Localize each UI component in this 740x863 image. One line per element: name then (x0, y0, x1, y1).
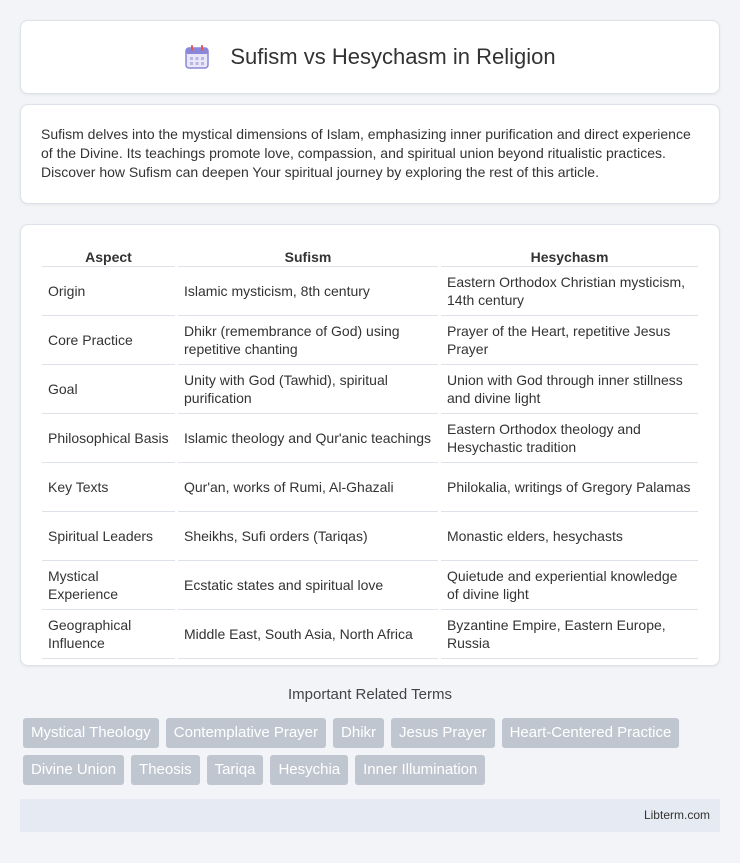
tag-jesus-prayer[interactable]: Jesus Prayer (391, 718, 495, 748)
intro-text: Sufism delves into the mystical dimensions of Islam, emphasizing inner purification and direct experience of the Divine. Its teachings promote love, compassion, and spiritual union beyond ritualistic practices. Discover how Sufism can deepen Your spiritual journey by exploring the rest of this article. (41, 126, 691, 180)
cell-hesychasm: Eastern Orthodox Christian mysticism, 14th century (441, 267, 698, 316)
cell-hesychasm: Philokalia, writings of Gregory Palamas (441, 463, 698, 512)
tag-divine-union[interactable]: Divine Union (23, 755, 124, 785)
related-terms-heading: Important Related Terms (288, 686, 452, 703)
related-terms-list (23, 718, 723, 785)
table-row (42, 561, 698, 610)
tag-mystical-theology[interactable]: Mystical Theology (23, 718, 159, 748)
table-row (42, 267, 698, 316)
cell-aspect: Core Practice (42, 316, 175, 365)
cell-hesychasm: Byzantine Empire, Eastern Europe, Russia (441, 610, 698, 659)
comparison-table-card (20, 224, 720, 666)
comparison-table (39, 245, 701, 659)
cell-aspect: Mystical Experience (42, 561, 175, 610)
table-row (42, 610, 698, 659)
cell-sufism: Qur'an, works of Rumi, Al-Ghazali (178, 463, 438, 512)
cell-aspect: Spiritual Leaders (42, 512, 175, 561)
cell-sufism: Middle East, South Asia, North Africa (178, 610, 438, 659)
tag-theosis[interactable]: Theosis (131, 755, 200, 785)
footer (20, 799, 720, 832)
tag-dhikr[interactable]: Dhikr (333, 718, 384, 748)
cell-aspect: Philosophical Basis (42, 414, 175, 463)
header-sufism: Sufism (178, 245, 438, 267)
cell-hesychasm: Monastic elders, hesychasts (441, 512, 698, 561)
cell-aspect: Goal (42, 365, 175, 414)
cell-sufism: Islamic theology and Qur'anic teachings (178, 414, 438, 463)
table-row (42, 316, 698, 365)
cell-hesychasm: Eastern Orthodox theology and Hesychastic tradition (441, 414, 698, 463)
table-row (42, 512, 698, 561)
page-title: Sufism vs Hesychasm in Religion (230, 44, 556, 69)
header-hesychasm: Hesychasm (441, 245, 698, 267)
tag-hesychia[interactable]: Hesychia (270, 755, 348, 785)
cell-sufism: Dhikr (remembrance of God) using repetitive chanting (178, 316, 438, 365)
table-row (42, 414, 698, 463)
cell-hesychasm: Union with God through inner stillness and divine light (441, 365, 698, 414)
table-row (42, 365, 698, 414)
footer-site-link[interactable]: Libterm.com (643, 808, 710, 822)
calendar-icon (184, 44, 210, 70)
table-row (42, 463, 698, 512)
header-card (20, 20, 720, 94)
cell-hesychasm: Quietude and experiential knowledge of divine light (441, 561, 698, 610)
tag-tariqa[interactable]: Tariqa (207, 755, 264, 785)
cell-aspect: Key Texts (42, 463, 175, 512)
cell-hesychasm: Prayer of the Heart, repetitive Jesus Prayer (441, 316, 698, 365)
cell-sufism: Sheikhs, Sufi orders (Tariqas) (178, 512, 438, 561)
cell-sufism: Islamic mysticism, 8th century (178, 267, 438, 316)
table-header-row (42, 245, 698, 267)
tag-heart-centered-practice[interactable]: Heart-Centered Practice (502, 718, 680, 748)
header-aspect: Aspect (42, 245, 175, 267)
intro-card (20, 104, 720, 204)
cell-aspect: Geographical Influence (42, 610, 175, 659)
cell-sufism: Ecstatic states and spiritual love (178, 561, 438, 610)
tag-contemplative-prayer[interactable]: Contemplative Prayer (166, 718, 326, 748)
cell-sufism: Unity with God (Tawhid), spiritual purification (178, 365, 438, 414)
cell-aspect: Origin (42, 267, 175, 316)
tag-inner-illumination[interactable]: Inner Illumination (355, 755, 485, 785)
